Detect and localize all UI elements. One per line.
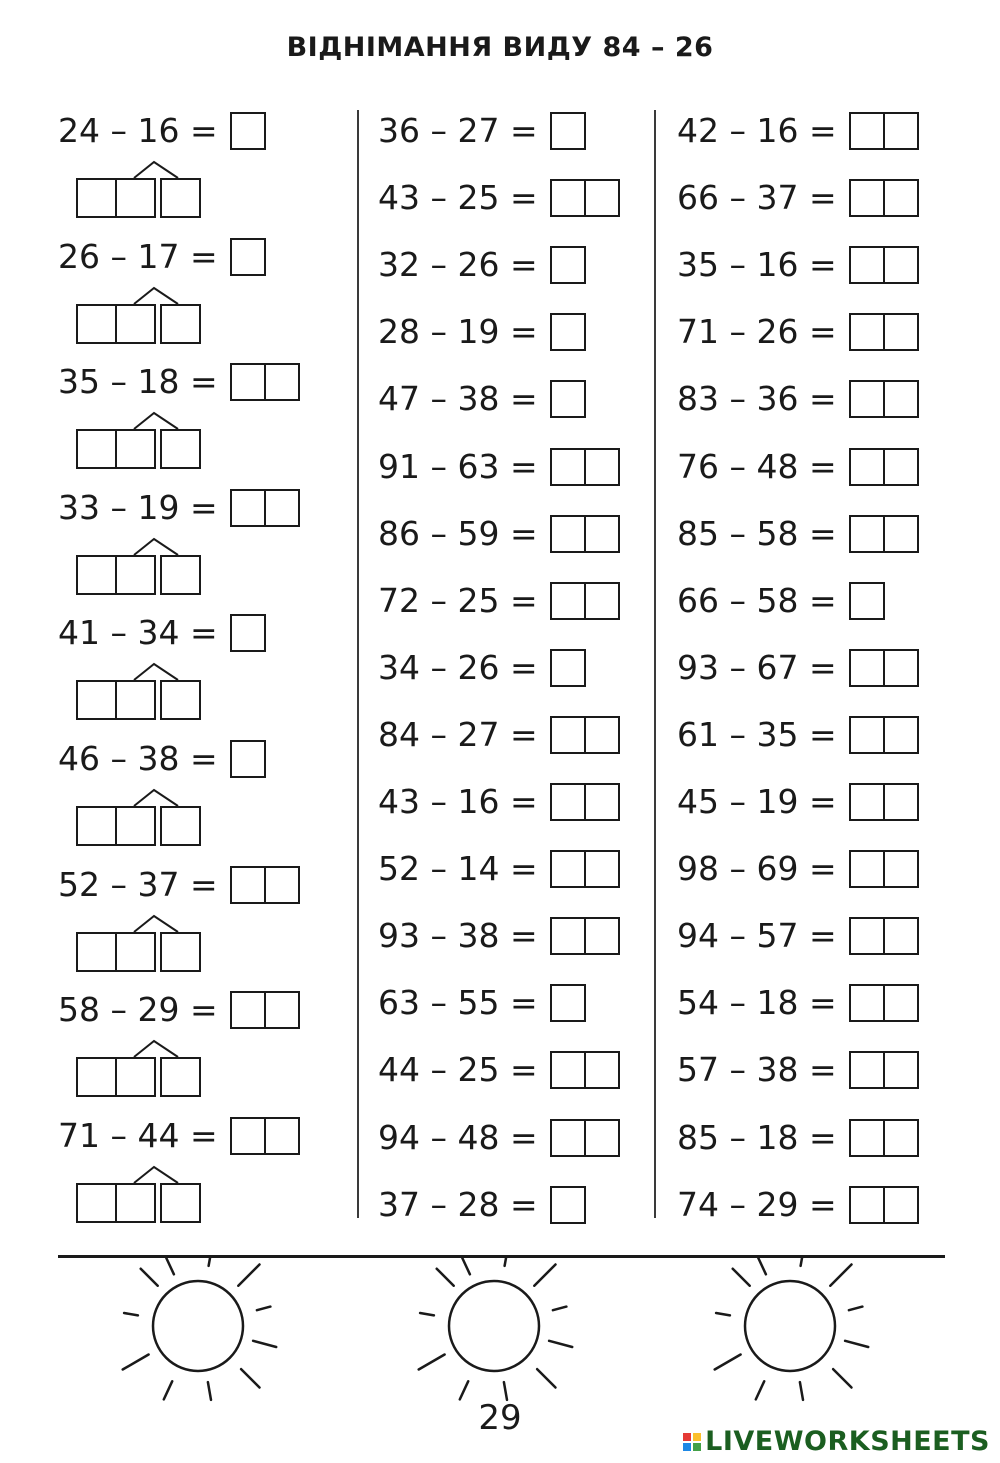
logo-square [683, 1443, 691, 1451]
decomposition-cells [76, 932, 201, 972]
answer-box[interactable] [550, 1051, 620, 1089]
equation-expression: 98 – 69 = [677, 849, 837, 888]
answer-box[interactable] [230, 238, 266, 276]
answer-cell[interactable] [849, 380, 885, 418]
equation-expression: 34 – 26 = [378, 648, 538, 687]
answer-cell[interactable] [230, 991, 266, 1029]
decomposition-cells [76, 806, 201, 846]
answer-cell[interactable] [883, 1051, 919, 1089]
answer-cell[interactable] [849, 313, 885, 351]
equation-row [378, 175, 620, 221]
answer-cell[interactable] [550, 246, 586, 284]
decomposition-cells [76, 1183, 201, 1223]
liveworksheets-watermark [683, 1426, 990, 1457]
answer-box[interactable] [230, 112, 266, 150]
decomposition-cell[interactable] [115, 555, 156, 595]
answer-cell[interactable] [584, 917, 620, 955]
answer-box[interactable] [550, 984, 586, 1022]
answer-cell[interactable] [230, 614, 266, 652]
answer-cell[interactable] [584, 179, 620, 217]
answer-cell[interactable] [883, 112, 919, 150]
answer-cell[interactable] [264, 991, 300, 1029]
decomposition-branch-icon [76, 894, 206, 934]
answer-cell[interactable] [883, 448, 919, 486]
equation-expression: 41 – 34 = [58, 613, 218, 652]
equation-row [677, 578, 885, 624]
answer-cell[interactable] [849, 179, 885, 217]
decomposition-cell[interactable] [160, 932, 201, 972]
column-divider-left [357, 110, 359, 1218]
decomposition-branch-icon [76, 517, 206, 557]
answer-box[interactable] [550, 448, 620, 486]
decomposition-cell[interactable] [76, 555, 117, 595]
answer-box[interactable] [550, 783, 620, 821]
equation-expression: 35 – 16 = [677, 245, 837, 284]
answer-cell[interactable] [883, 313, 919, 351]
decomposition-branch-icon [76, 768, 206, 808]
answer-cell[interactable] [550, 783, 586, 821]
equation-row [378, 108, 586, 154]
decomposition-cells [76, 178, 201, 218]
decomposition-cell[interactable] [76, 1183, 117, 1223]
equation-row [677, 779, 919, 825]
decomposition-branch-icon [76, 140, 206, 180]
answer-box[interactable] [550, 179, 620, 217]
answer-cell[interactable] [550, 515, 586, 553]
liveworksheets-logo-icon [683, 1433, 701, 1451]
answer-box[interactable] [849, 783, 919, 821]
equation-expression: 71 – 26 = [677, 312, 837, 351]
equation-expression: 86 – 59 = [378, 514, 538, 553]
answer-cell[interactable] [849, 716, 885, 754]
answer-cell[interactable] [883, 179, 919, 217]
decomposition-cell[interactable] [76, 178, 117, 218]
answer-box[interactable] [230, 1117, 300, 1155]
equation-row [378, 846, 620, 892]
equation-expression: 66 – 58 = [677, 581, 837, 620]
answer-box[interactable] [550, 112, 586, 150]
answer-cell[interactable] [883, 984, 919, 1022]
equation-row [378, 309, 586, 355]
equation-expression: 91 – 63 = [378, 447, 538, 486]
answer-cell[interactable] [584, 448, 620, 486]
equation-expression: 52 – 37 = [58, 865, 218, 904]
answer-cell[interactable] [849, 783, 885, 821]
answer-box[interactable] [550, 313, 586, 351]
answer-cell[interactable] [230, 740, 266, 778]
equation-expression: 42 – 16 = [677, 111, 837, 150]
answer-box[interactable] [849, 313, 919, 351]
answer-box[interactable] [550, 850, 620, 888]
answer-box[interactable] [849, 179, 919, 217]
equation-expression: 66 – 37 = [677, 178, 837, 217]
decomposition-cell[interactable] [76, 806, 117, 846]
answer-cell[interactable] [264, 363, 300, 401]
answer-cell[interactable] [264, 489, 300, 527]
equation-row [378, 242, 586, 288]
decomposition-branch-icon [76, 266, 206, 306]
answer-cell[interactable] [584, 515, 620, 553]
answer-cell[interactable] [883, 783, 919, 821]
equation-expression: 76 – 48 = [677, 447, 837, 486]
answer-cell[interactable] [849, 850, 885, 888]
equation-expression: 45 – 19 = [677, 782, 837, 821]
decomposition-cell[interactable] [76, 304, 117, 344]
answer-box[interactable] [849, 984, 919, 1022]
sun-icon [690, 1256, 890, 1411]
logo-square [683, 1433, 691, 1441]
decomposition-cell[interactable] [160, 1057, 201, 1097]
decomposition-cell[interactable] [115, 1057, 156, 1097]
equation-row [677, 980, 919, 1026]
answer-box[interactable] [849, 246, 919, 284]
decomposition-cell[interactable] [115, 178, 156, 218]
answer-cell[interactable] [550, 112, 586, 150]
decomposition-cell[interactable] [160, 680, 201, 720]
answer-cell[interactable] [883, 649, 919, 687]
answer-box[interactable] [230, 614, 266, 652]
decomposition-cell[interactable] [115, 680, 156, 720]
decomposition-cell[interactable] [115, 304, 156, 344]
equation-row [378, 712, 620, 758]
decomposition-cell[interactable] [76, 429, 117, 469]
answer-cell[interactable] [550, 850, 586, 888]
answer-cell[interactable] [584, 1051, 620, 1089]
equation-expression: 26 – 17 = [58, 237, 218, 276]
decomposition-cell[interactable] [160, 429, 201, 469]
answer-cell[interactable] [264, 1117, 300, 1155]
answer-box[interactable] [550, 917, 620, 955]
answer-box[interactable] [849, 1186, 919, 1224]
equation-expression: 36 – 27 = [378, 111, 538, 150]
equation-expression: 84 – 27 = [378, 715, 538, 754]
answer-cell[interactable] [230, 112, 266, 150]
decomposition-cell[interactable] [76, 932, 117, 972]
answer-cell[interactable] [230, 238, 266, 276]
equation-row [677, 444, 919, 490]
column-divider-right [654, 110, 656, 1218]
answer-box[interactable] [849, 380, 919, 418]
equation-expression: 32 – 26 = [378, 245, 538, 284]
decomposition-cells [76, 304, 201, 344]
answer-box[interactable] [849, 1051, 919, 1089]
equation-expression: 85 – 18 = [677, 1118, 837, 1157]
answer-box[interactable] [550, 380, 586, 418]
answer-cell[interactable] [849, 1051, 885, 1089]
equation-expression: 71 – 44 = [58, 1116, 218, 1155]
answer-cell[interactable] [230, 866, 266, 904]
equation-row [378, 645, 586, 691]
equation-row [378, 444, 620, 490]
answer-cell[interactable] [883, 716, 919, 754]
equation-expression: 61 – 35 = [677, 715, 837, 754]
worksheet-title: ВІДНІМАННЯ ВИДУ 84 – 26 [286, 32, 714, 63]
answer-cell[interactable] [849, 112, 885, 150]
answer-cell[interactable] [883, 380, 919, 418]
decomposition-cell[interactable] [115, 429, 156, 469]
logo-square [693, 1433, 701, 1441]
equation-row [677, 1115, 919, 1161]
answer-cell[interactable] [264, 866, 300, 904]
equation-expression: 94 – 57 = [677, 916, 837, 955]
answer-cell[interactable] [584, 783, 620, 821]
answer-box[interactable] [550, 649, 586, 687]
equation-row [677, 309, 919, 355]
answer-box[interactable] [849, 649, 919, 687]
answer-box[interactable] [550, 716, 620, 754]
equation-expression: 46 – 38 = [58, 739, 218, 778]
decomposition-cells [76, 680, 201, 720]
answer-box[interactable] [230, 363, 300, 401]
equation-expression: 43 – 16 = [378, 782, 538, 821]
answer-box[interactable] [849, 515, 919, 553]
decomposition-cell[interactable] [160, 304, 201, 344]
answer-cell[interactable] [550, 582, 586, 620]
equation-row [378, 376, 586, 422]
equation-row [677, 1047, 919, 1093]
answer-cell[interactable] [550, 1119, 586, 1157]
equation-expression: 28 – 19 = [378, 312, 538, 351]
decomposition-cells [76, 555, 201, 595]
decomposition-cell[interactable] [115, 806, 156, 846]
equation-row [677, 175, 919, 221]
answer-cell[interactable] [230, 363, 266, 401]
answer-cell[interactable] [550, 649, 586, 687]
answer-box[interactable] [230, 991, 300, 1029]
answer-cell[interactable] [883, 917, 919, 955]
answer-cell[interactable] [883, 850, 919, 888]
answer-cell[interactable] [550, 179, 586, 217]
equation-expression: 74 – 29 = [677, 1185, 837, 1224]
sun-icon [98, 1256, 298, 1411]
answer-cell[interactable] [849, 649, 885, 687]
answer-box[interactable] [849, 1119, 919, 1157]
answer-cell[interactable] [230, 489, 266, 527]
answer-box[interactable] [550, 1119, 620, 1157]
equation-row [378, 779, 620, 825]
equation-expression: 54 – 18 = [677, 983, 837, 1022]
equation-row [378, 980, 586, 1026]
equation-row [378, 1182, 586, 1228]
decomposition-cell[interactable] [115, 932, 156, 972]
answer-cell[interactable] [883, 1186, 919, 1224]
answer-cell[interactable] [584, 850, 620, 888]
answer-box[interactable] [849, 112, 919, 150]
decomposition-branch-icon [76, 1019, 206, 1059]
equation-expression: 33 – 19 = [58, 488, 218, 527]
logo-square [693, 1443, 701, 1451]
answer-box[interactable] [230, 866, 300, 904]
equation-row [677, 108, 919, 154]
equation-row [677, 242, 919, 288]
answer-box[interactable] [849, 850, 919, 888]
decomposition-branch-icon [76, 391, 206, 431]
decomposition-cell[interactable] [115, 1183, 156, 1223]
answer-cell[interactable] [849, 448, 885, 486]
answer-cell[interactable] [230, 1117, 266, 1155]
equation-expression: 58 – 29 = [58, 990, 218, 1029]
equation-row [677, 913, 919, 959]
answer-cell[interactable] [584, 582, 620, 620]
answer-box[interactable] [550, 582, 620, 620]
equation-expression: 83 – 36 = [677, 379, 837, 418]
page-number: 29 [478, 1398, 522, 1438]
decomposition-cell[interactable] [160, 806, 201, 846]
answer-cell[interactable] [550, 984, 586, 1022]
equation-expression: 72 – 25 = [378, 581, 538, 620]
decomposition-cells [76, 429, 201, 469]
answer-cell[interactable] [550, 380, 586, 418]
answer-box[interactable] [849, 448, 919, 486]
answer-box[interactable] [550, 1186, 586, 1224]
answer-box[interactable] [849, 716, 919, 754]
equation-expression: 35 – 18 = [58, 362, 218, 401]
equation-row [677, 1182, 919, 1228]
equation-row [677, 511, 919, 557]
equation-expression: 52 – 14 = [378, 849, 538, 888]
answer-cell[interactable] [849, 515, 885, 553]
answer-cell[interactable] [584, 716, 620, 754]
equation-expression: 47 – 38 = [378, 379, 538, 418]
answer-cell[interactable] [883, 515, 919, 553]
decomposition-cell[interactable] [160, 555, 201, 595]
answer-cell[interactable] [550, 716, 586, 754]
equation-row [378, 511, 620, 557]
answer-cell[interactable] [849, 1186, 885, 1224]
decomposition-cells [76, 1057, 201, 1097]
watermark-text: LIVEWORKSHEETS [705, 1426, 990, 1457]
answer-cell[interactable] [550, 313, 586, 351]
decomposition-cell[interactable] [76, 1057, 117, 1097]
answer-box[interactable] [849, 917, 919, 955]
answer-cell[interactable] [883, 246, 919, 284]
answer-box[interactable] [550, 246, 586, 284]
answer-cell[interactable] [550, 917, 586, 955]
answer-cell[interactable] [849, 984, 885, 1022]
equation-row [378, 1047, 620, 1093]
answer-box[interactable] [550, 515, 620, 553]
answer-box[interactable] [230, 489, 300, 527]
answer-box[interactable] [230, 740, 266, 778]
answer-cell[interactable] [584, 1119, 620, 1157]
equation-expression: 94 – 48 = [378, 1118, 538, 1157]
equation-row [677, 376, 919, 422]
answer-box[interactable] [849, 582, 885, 620]
decomposition-cell[interactable] [76, 680, 117, 720]
equation-row [677, 645, 919, 691]
equation-expression: 85 – 58 = [677, 514, 837, 553]
equation-expression: 93 – 38 = [378, 916, 538, 955]
answer-cell[interactable] [550, 1051, 586, 1089]
answer-cell[interactable] [849, 582, 885, 620]
answer-cell[interactable] [883, 1119, 919, 1157]
answer-cell[interactable] [849, 1119, 885, 1157]
decomposition-branch-icon [76, 642, 206, 682]
equation-row [378, 1115, 620, 1161]
equation-expression: 24 – 16 = [58, 111, 218, 150]
decomposition-cell[interactable] [160, 178, 201, 218]
answer-cell[interactable] [849, 246, 885, 284]
equation-row [378, 578, 620, 624]
equation-expression: 44 – 25 = [378, 1050, 538, 1089]
decomposition-cell[interactable] [160, 1183, 201, 1223]
decomposition-branch-icon [76, 1145, 206, 1185]
equation-expression: 63 – 55 = [378, 983, 538, 1022]
sun-icon [394, 1256, 594, 1411]
answer-cell[interactable] [550, 448, 586, 486]
equation-row [378, 913, 620, 959]
answer-cell[interactable] [550, 1186, 586, 1224]
equation-expression: 57 – 38 = [677, 1050, 837, 1089]
equation-expression: 37 – 28 = [378, 1185, 538, 1224]
equation-row [677, 846, 919, 892]
equation-row [677, 712, 919, 758]
equation-expression: 43 – 25 = [378, 178, 538, 217]
equation-expression: 93 – 67 = [677, 648, 837, 687]
answer-cell[interactable] [849, 917, 885, 955]
